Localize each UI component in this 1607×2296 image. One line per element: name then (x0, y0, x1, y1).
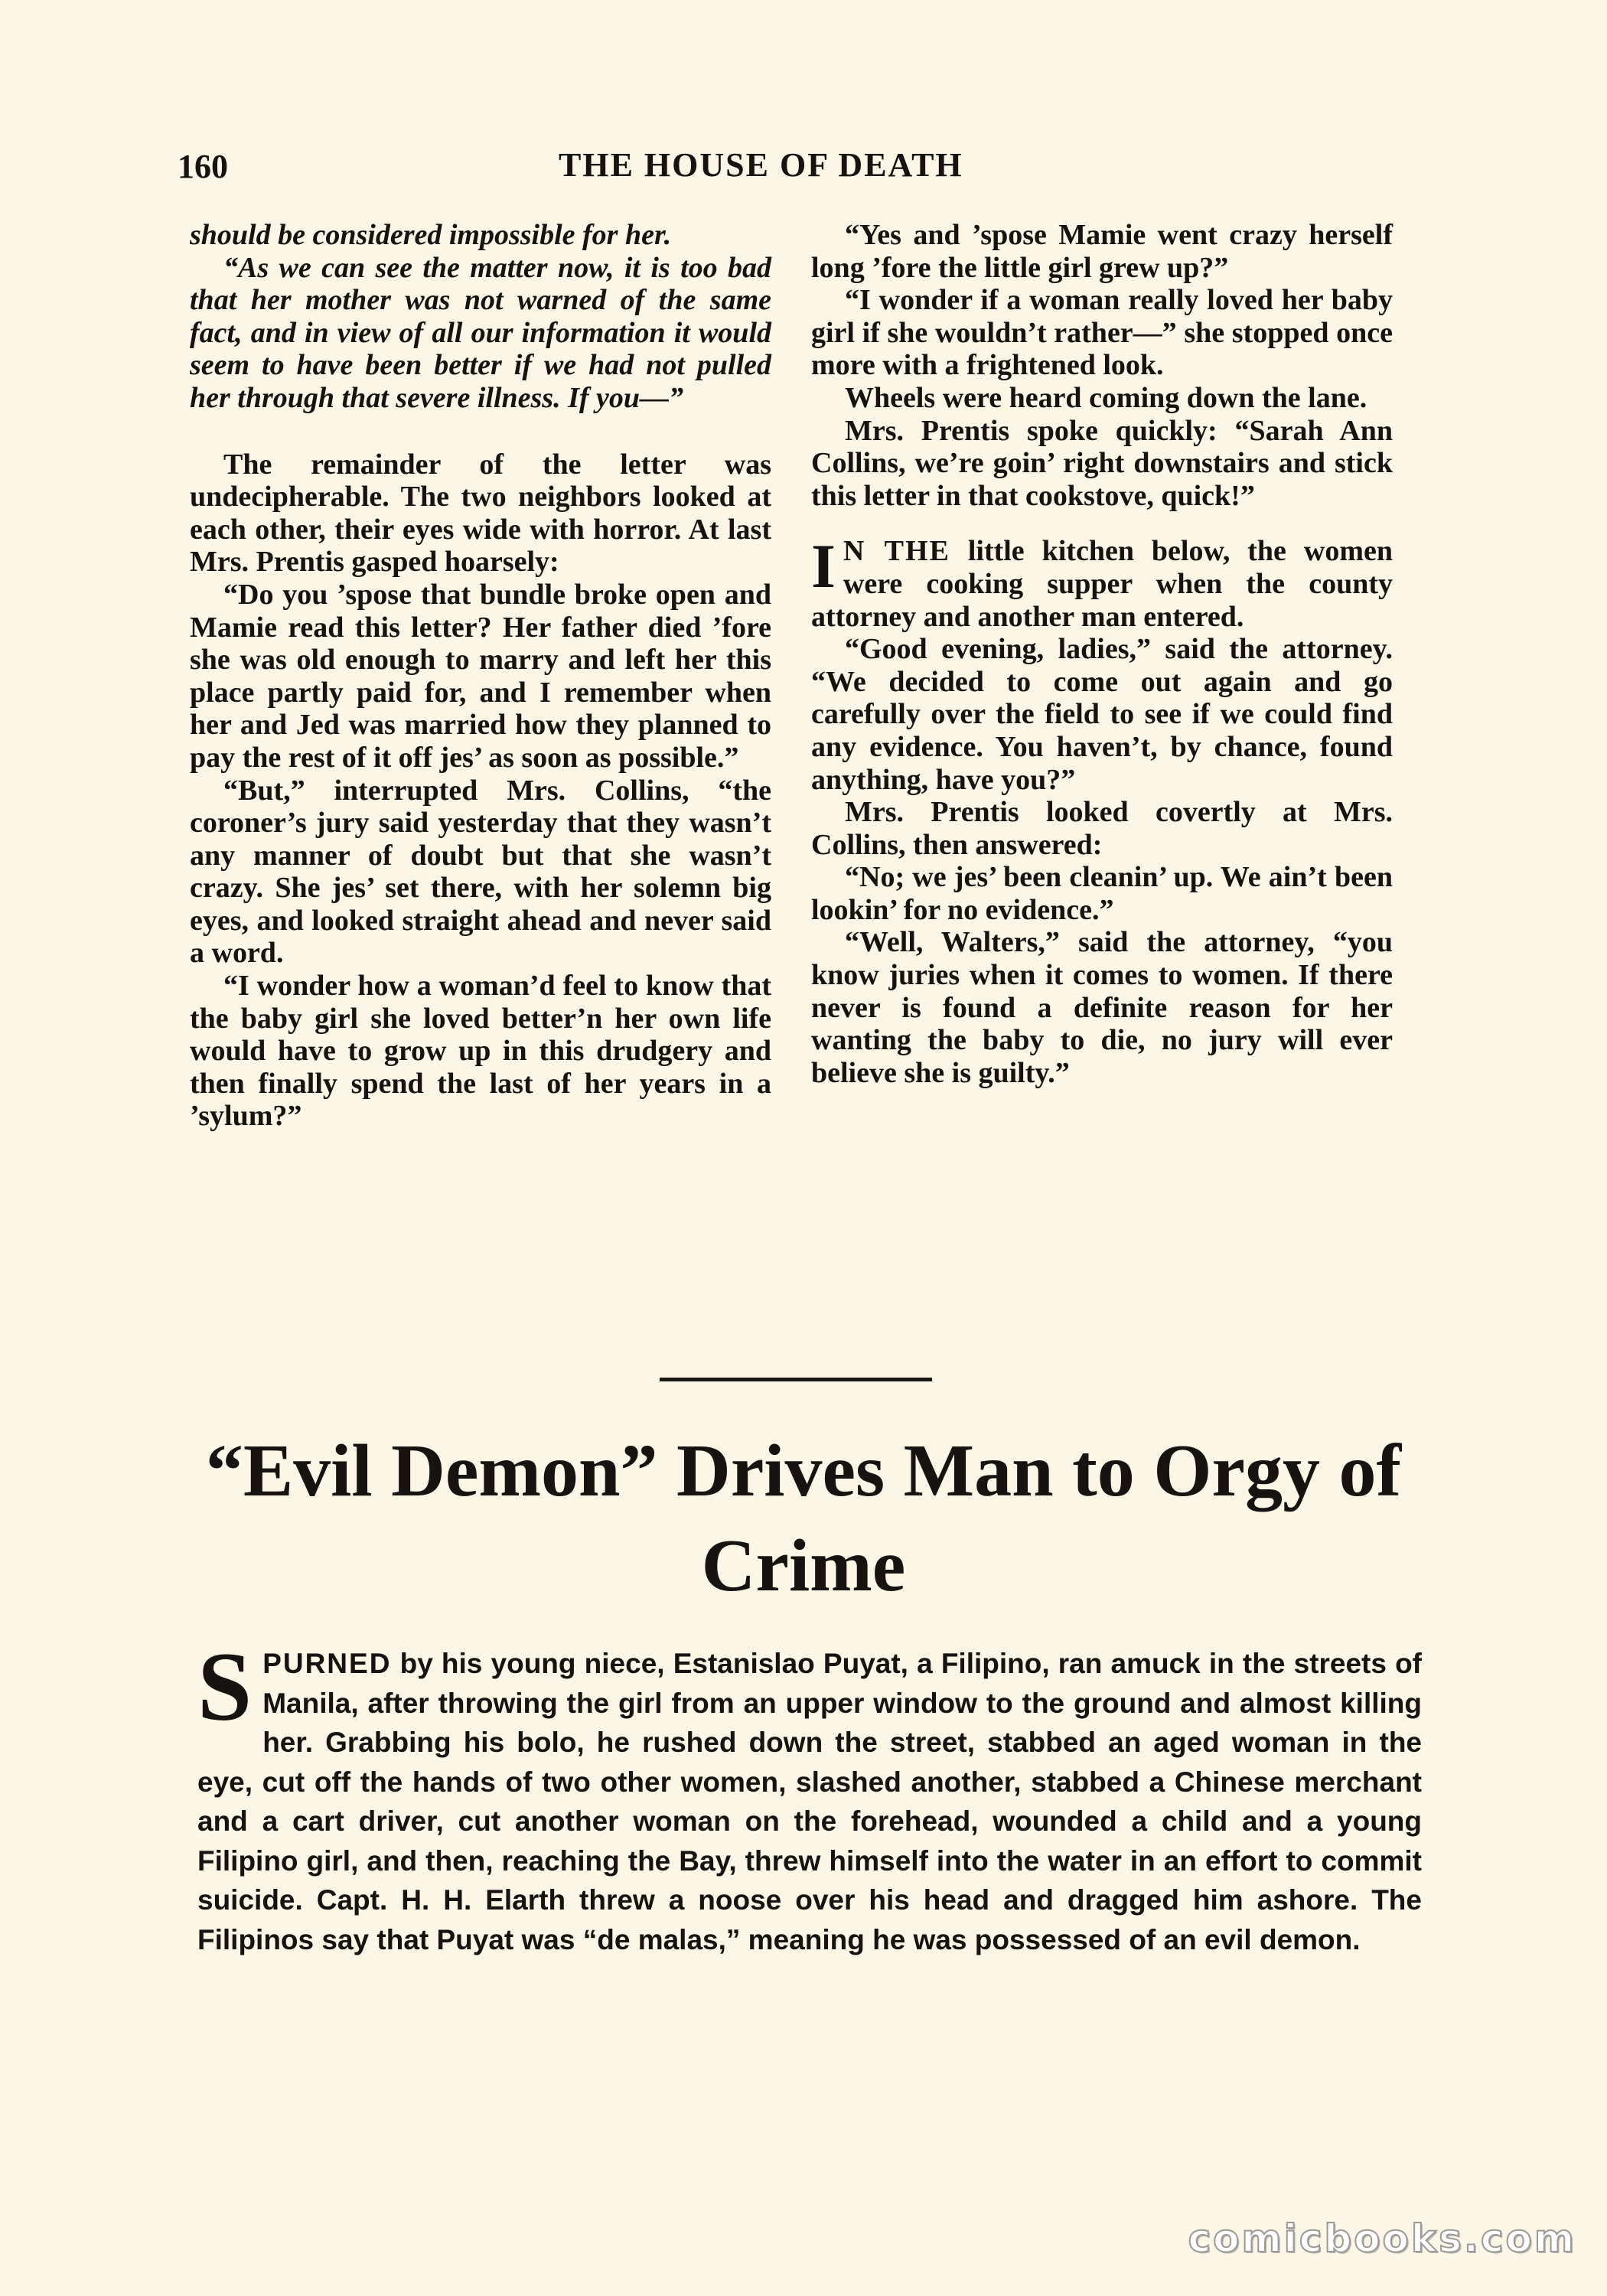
paragraph: “Yes and ’spose Mamie went crazy herself long ’fore the little girl grew up?” (811, 219, 1393, 284)
drop-cap: S (197, 1632, 253, 1741)
paragraph: should be considered impossible for her. (190, 219, 672, 251)
paragraph: “Do you ’spose that bundle broke open and Mamie read this letter? Her father died ’fore she was old enough to marry and left her this place partly paid for, and I remember when her and Jed was married how they planned to pay the rest of it off jes’ as soon as possible.” (190, 578, 771, 774)
paragraph: “Good evening, ladies,” said the attorney. “We decided to come out again and go carefully over the field to see if we could find any evidence. You haven’t, by chance, found anything, have you?” (811, 633, 1393, 796)
paragraph: Mrs. Prentis spoke quickly: “Sarah Ann Collins, we’re goin’ right downstairs and stick this letter in that cookstove, quick!” (811, 414, 1393, 512)
paragraph: “But,” interrupted Mrs. Collins, “the coroner’s jury said yesterday that they wasn’t any manner of doubt but that she wasn’t crazy. She jes’ set there, with her solemn big eyes, and looked straight ahead and never said a word. (190, 774, 771, 970)
paragraph: Mrs. Prentis looked covertly at Mrs. Collins, then answered: (811, 796, 1393, 861)
article-body (197, 1632, 1422, 1959)
lead-in: PURNED (262, 1648, 392, 1679)
article-text: by his young niece, Estanislao Puyat, a Filipino, ran amuck in the streets of Manila, after throwing the girl from an upper window to the ground and almost killing her. Grabbing his bolo, he rushed down the street, stabbed an aged woman in the eye, cut off the hands of two other women, slashed another, stabbed a Chinese merchant and a cart driver, cut another woman on the forehead, wounded a child and a young Filipino girl, and then, reaching the Bay, threw himself into the water in an effort to commit suicide. Capt. H. H. Elarth threw a noose over his head and dragged him ashore. The Filipinos say that Puyat was “de malas,” meaning he was possessed of an evil demon. (197, 1648, 1422, 1955)
paragraph: Wheels were heard coming down the lane. (845, 381, 1367, 414)
paragraph: The remainder of the letter was undecipherable. The two neighbors looked at each other, their eyes wide with horror. At last Mrs. Prentis gasped hoarsely: (190, 448, 771, 579)
site-watermark: comicbooks.com (1188, 2216, 1576, 2261)
paragraph: “Well, Walters,” said the attorney, “you know juries when it comes to women. If there never is found a definite reason for her wanting the baby to die, no jury will ever believe she is guilty.” (811, 926, 1393, 1089)
page-number: 160 (178, 148, 228, 185)
left-text-column (190, 219, 771, 1133)
right-text-column (811, 219, 1393, 1089)
paragraph: “No; we jes’ been cleanin’ up. We ain’t been lookin’ for no evidence.” (811, 861, 1393, 926)
lead-in: N THE (843, 535, 950, 568)
article-headline: “Evil Demon” Drives Man to Orgy of Crime (205, 1430, 1402, 1607)
paragraph-text: women were cooking supper when the county attorney and another man entered. (811, 535, 1393, 633)
paragraph: “I wonder if a woman really loved her baby girl if she wouldn’t rather—” she stopped once more with a frightened look. (811, 284, 1393, 382)
paragraph: “I wonder how a woman’d feel to know that the baby girl she loved better’n her own life would have to grow up in this drudgery and then finally spend the last of her years in a ’sylum?” (190, 970, 771, 1133)
lead-in-rest: little kitchen below, the (950, 535, 1286, 568)
section-divider (660, 1378, 932, 1381)
drop-cap: I (811, 531, 836, 602)
section-opening-paragraph (811, 531, 1393, 633)
paragraph: “As we can see the matter now, it is too bad that her mother was not warned of the same fact, and in view of all our information it would seem to have been better if we had not pulled her through that severe illness. If you—” (190, 251, 771, 414)
running-title: THE HOUSE OF DEATH (559, 146, 963, 184)
